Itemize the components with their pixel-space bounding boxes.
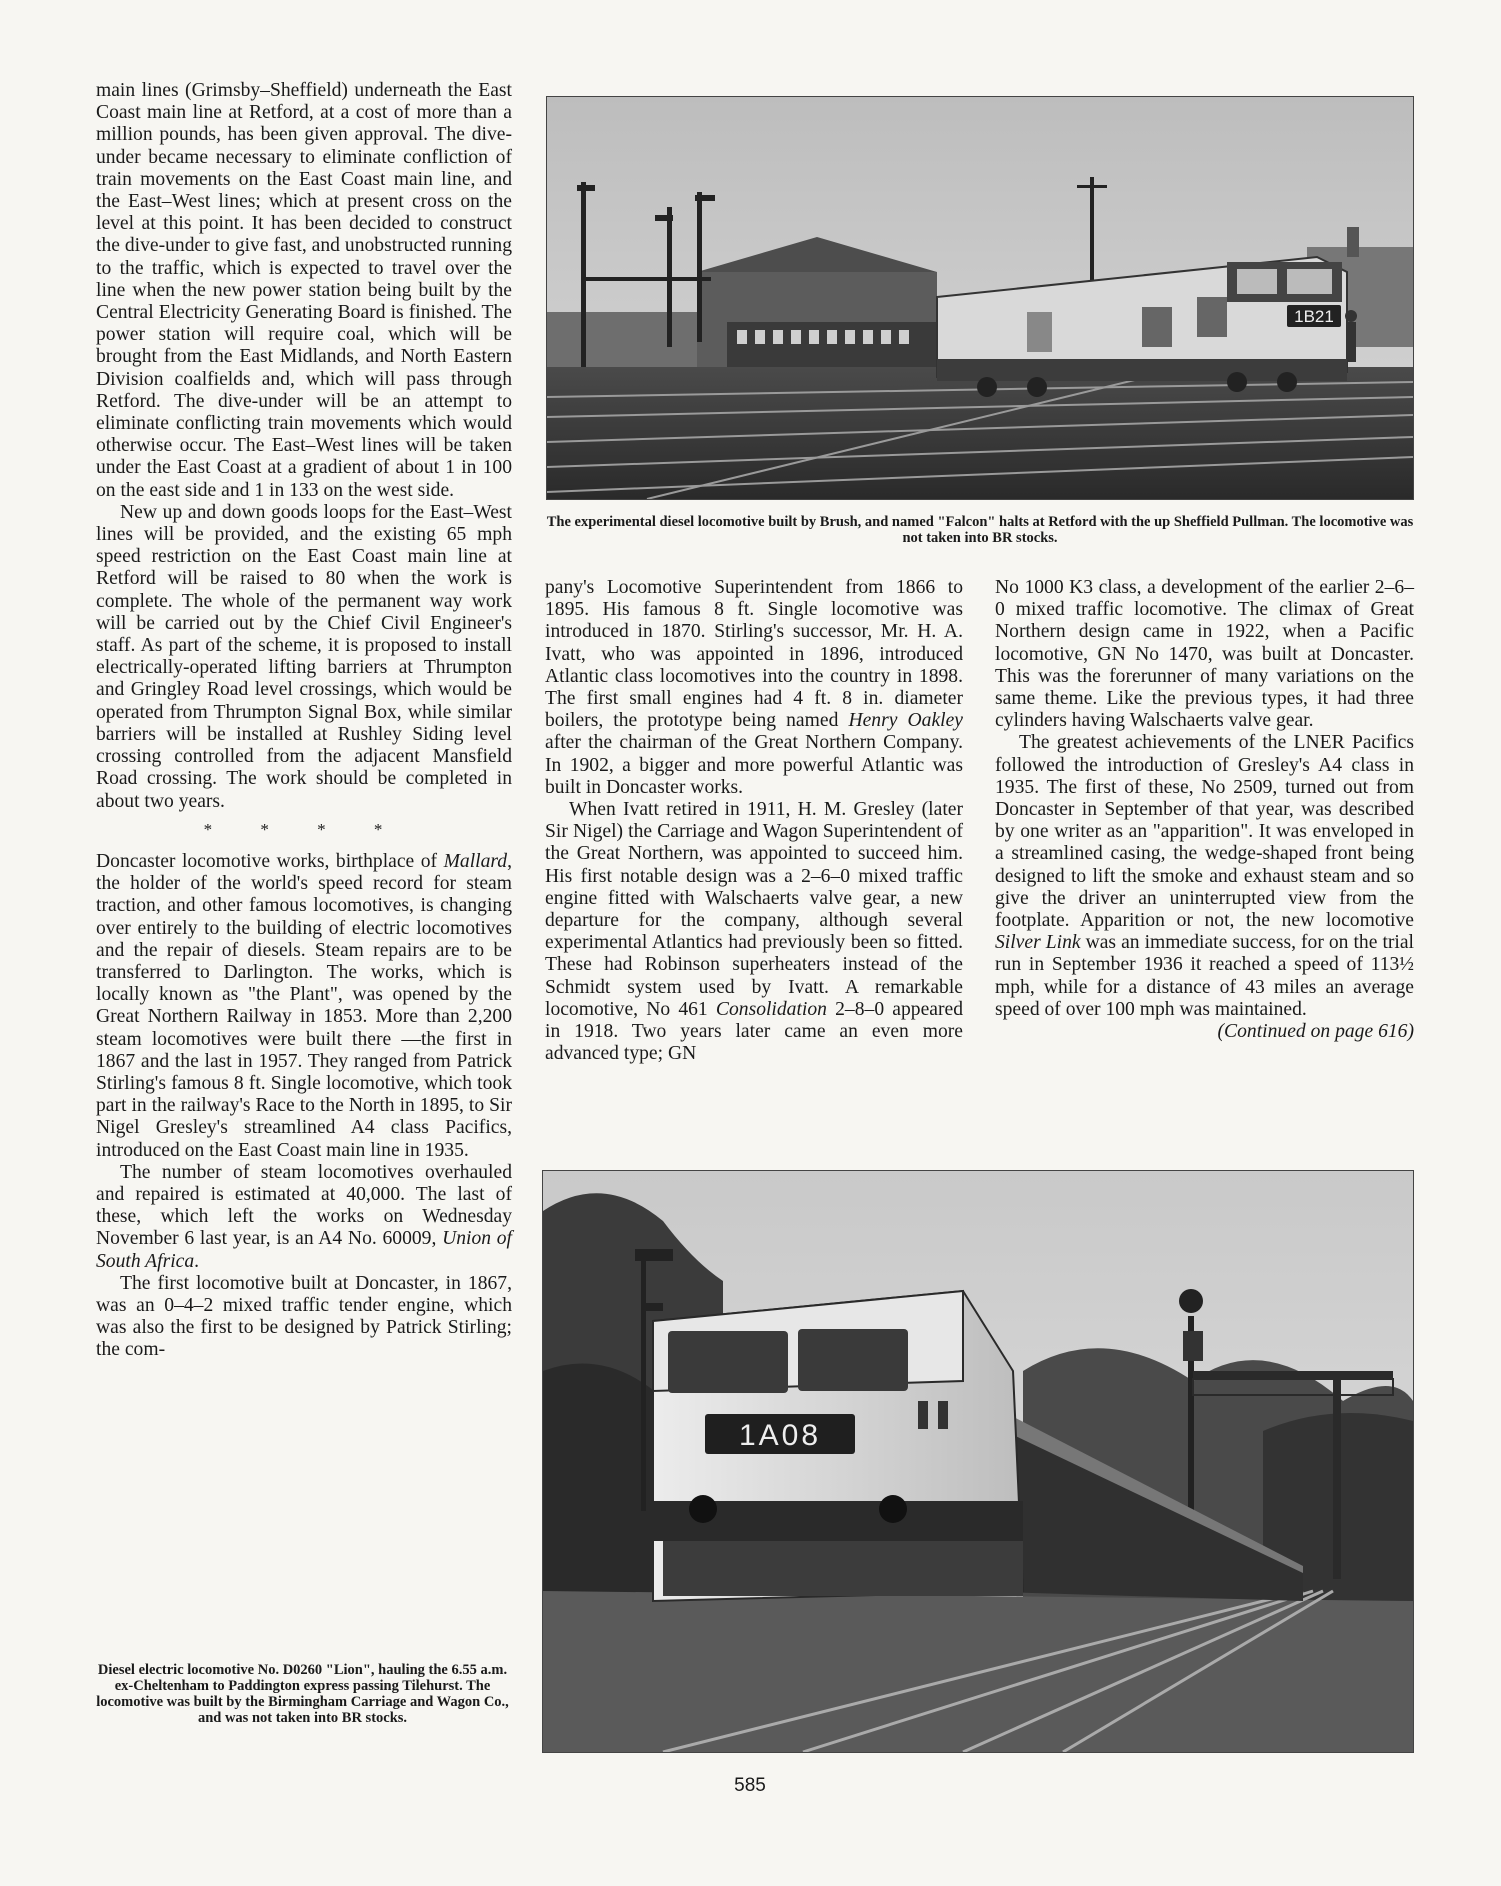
paragraph: New up and down goods loops for the East–West lines will be provided, and the existing 65 mph speed restriction on the East Coast main line at Retford will be raised to 80 when the work is complete. The whole of the permanent way work will be carried out by the Chief Civil Engineer's staff. As part of the scheme, it is proposed to install electrically-operated lifting barriers at Thrumpton and Gringley Road level crossings, which would be operated from Thrumpton Signal Box, while similar barriers will be installed at Rushley Siding level crossing controlled from the adjacent Mansfield Road crossing. The work should be completed in about two years.	[96, 501, 512, 812]
paragraph: When Ivatt retired in 1911, H. M. Gresley (later Sir Nigel) the Carriage and Wagon Superintendent of the Great Northern, was appointed to succeed him. His first notable design was a 2–6–0 mixed traffic engine fitted with Walschaerts valve gear, a new departure for the company, although several experimental Atlantics had previously been so fitted. These had Robinson superheaters instead of the Schmidt system used by Ivatt. A remarkable locomotive, No 461 Consolidation 2–8–0 appeared in 1918. Two years later came an even more advanced type; GN	[545, 799, 963, 1065]
page-number: 585	[734, 1775, 766, 1796]
headcode-1a08: 1A08	[738, 1419, 822, 1452]
paragraph: The number of steam locomotives overhauled and repaired is estimated at 40,000. The last of these, which left the works on Wednesday November 6 last year, is an A4 No. 60009, Union of South Africa.	[96, 1161, 512, 1272]
section-separator: * * * *	[203, 819, 405, 839]
paragraph: No 1000 K3 class, a development of the earlier 2–6–0 mixed traffic locomotive. The climax of Great Northern design came in 1922, when a Pacific locomotive, GN No 1470, was built at Doncaster. This was the forerunner of many variations on the same theme. Like the previous types, it had three cylinders having Walschaerts valve gear.	[995, 577, 1414, 732]
paragraph: The greatest achievements of the LNER Pacifics followed the introduction of Gresley's A4 class in 1935. The first of these, No 2509, turned out from Doncaster in September of that year, was described by one writer as an "apparition". It was enveloped in a streamlined casing, the wedge-shaped front being designed to lift the smoke and exhaust steam and so give the driver an uninterrupted view from the footplate. Apparition or not, the new locomotive Silver Link was an immediate success, for on the trial run in September 1936 it reached a speed of 113½ mph, while for a distance of 43 miles an average speed of over 100 mph was maintained.	[995, 732, 1414, 1020]
paragraph: main lines (Grimsby–Sheffield) underneath the East Coast main line at Retford, at a cost of more than a million pounds, has been given approval. The dive-under became necessary to eliminate confliction of train movements on the East Coast main line, and the East–West lines; which at present cross on the level at this point. It has been decided to construct the dive-under to give fast, and unobstructed running to the traffic, which is expected to travel over the line when the new power station being built by the Central Electricity Generating Board is finished. The power station will require coal, which will be brought from the East Midlands, and North Eastern Division coalfields and, which will pass through Retford. The dive-under will be an attempt to eliminate conflicting train movements which would otherwise occur. The East–West lines will be taken under the East Coast at a gradient of about 1 in 100 on the east side and 1 in 133 on the west side.	[96, 80, 512, 501]
paragraph: pany's Locomotive Superintendent from 1866 to 1895. His famous 8 ft. Single locomotive was introduced in 1870. Stirling's successor, Mr. H. A. Ivatt, who was appointed in 1896, introduced Atlantic class locomotives into the country in 1898. The first small engines had 4 ft. 8 in. diameter boilers, the prototype being named Henry Oakley after the chairman of the Great Northern Company. In 1902, a bigger and more powerful Atlantic was built in Doncaster works.	[545, 577, 963, 798]
right-text-column	[995, 577, 1414, 1043]
paragraph: Doncaster locomotive works, birthplace of Mallard, the holder of the world's speed record for steam traction, and other famous locomotives, is changing over entirely to the building of electric locomotives and the repair of diesels. Steam repairs are to be transferred to Darlington. The works, which is locally known as "the Plant", was opened by the Great Northern Railway in 1853. More than 2,200 steam locomotives were built there —the first in 1867 and the last in 1957. They ranged from Patrick Stirling's famous 8 ft. Single locomotive, which took part in the railway's Race to the North in 1895, to Sir Nigel Gresley's streamlined A4 class Pacifics, introduced on the East Coast main line in 1935.	[96, 850, 512, 1161]
caption-top-photo: The experimental diesel locomotive built by Brush, and named "Falcon" halts at Retford with the up Sheffield Pullman. The locomotive was not taken into BR stocks.	[546, 514, 1414, 546]
caption-bottom-photo: Diesel electric locomotive No. D0260 "Lion", hauling the 6.55 a.m. ex-Cheltenham to Paddington express passing Tilehurst. The locomotive was built by the Birmingham Carriage and Wagon Co., and was not taken into BR stocks.	[96, 1662, 509, 1726]
left-text-column	[96, 80, 512, 1362]
photo-falcon-retford	[546, 96, 1414, 500]
photo-lion-tilehurst	[542, 1170, 1414, 1753]
continued-note: (Continued on page 616)	[1217, 1021, 1414, 1043]
paragraph: The first locomotive built at Doncaster, in 1867, was an 0–4–2 mixed traffic tender engine, which was also the first to be designed by Patrick Stirling; the com-	[96, 1272, 512, 1361]
middle-text-column	[545, 577, 963, 1065]
headcode-1b21: 1B21	[1294, 307, 1334, 326]
